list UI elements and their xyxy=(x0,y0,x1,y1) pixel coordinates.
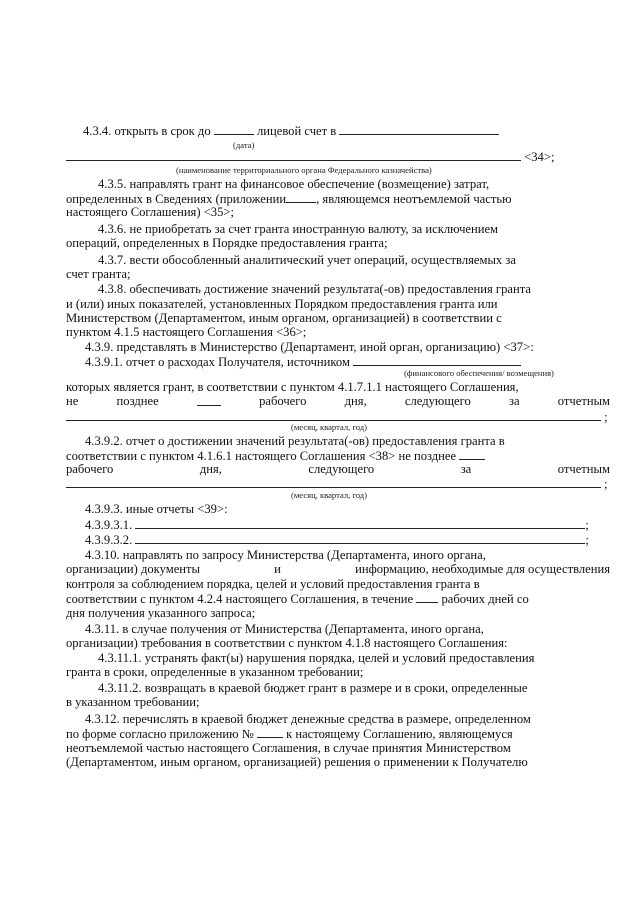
text-line: 4.3.6. не приобретать за счет гранта иностранную валюту, за исключением xyxy=(98,222,499,236)
text-line: дня получения указанного запроса; xyxy=(66,606,256,620)
text-line: гранта в сроки, определенные в указанном требовании; xyxy=(66,665,364,679)
text-fragment: информацию, необходимые для осуществления xyxy=(355,562,610,576)
text-fragment: соответствии с пунктом 4.1.6.1 настоящего Соглашения <38> не позднее xyxy=(66,449,457,463)
blank-line xyxy=(257,726,283,738)
text-fragment: ; xyxy=(604,410,608,424)
text-line: счет гранта; xyxy=(66,267,131,281)
text-fragment: за xyxy=(460,462,472,476)
text-line: 4.3.11. в случае получения от Министерства (Департамента, иного органа, xyxy=(85,622,484,636)
text-line: пунктом 4.1.5 настоящего Соглашения <36>; xyxy=(66,325,307,339)
text-line: 4.3.11.2. возвращать в краевой бюджет грант в размере и в сроки, определенные xyxy=(98,681,528,695)
text-line xyxy=(85,517,610,533)
text-line: 4.3.9. представлять в Министерство (Департамент, иной орган, организацию) <37>: xyxy=(85,340,534,354)
blank-line xyxy=(66,409,601,421)
text-line xyxy=(66,394,610,409)
text-line: контроля за соблюдением порядка, целей и условий предоставления гранта в xyxy=(66,577,480,591)
text-fragment: лицевой счет в xyxy=(256,124,337,138)
text-line xyxy=(83,123,610,139)
text-fragment: рабочего xyxy=(66,462,114,476)
text-fragment: дня, xyxy=(344,394,367,408)
text-line: 4.3.8. обеспечивать достижение значений результата(-ов) предоставления гранта xyxy=(98,282,531,296)
text-line xyxy=(66,726,610,742)
text-fragment: ; xyxy=(604,477,608,491)
text-fragment: дня, xyxy=(199,462,222,476)
text-line xyxy=(66,562,610,577)
text-fragment: 4.3.9.3.2. xyxy=(85,533,133,547)
text-line: и (или) иных показателей, установленных Порядком предоставления гранта или xyxy=(66,297,498,311)
text-line: настоящего Соглашения) <35>; xyxy=(66,205,234,219)
field-caption: (наименование территориального органа Федерального казначейства) xyxy=(176,165,432,175)
text-line: 4.3.12. перечислять в краевой бюджет денежные средства в размере, определенном xyxy=(85,712,531,726)
text-line: организации) требования в соответствии с пунктом 4.1.8 настоящего Соглашения: xyxy=(66,636,508,650)
blank-line xyxy=(459,448,485,460)
text-fragment: 4.3.4. открыть в срок до xyxy=(83,124,211,138)
blank-line xyxy=(416,591,438,603)
text-line xyxy=(66,591,610,607)
field-caption: (месяц, квартал, год) xyxy=(291,490,368,500)
text-fragment: и xyxy=(274,562,281,576)
text-line: 4.3.5. направлять грант на финансовое обеспечение (возмещение) затрат, xyxy=(98,177,490,191)
text-line: 4.3.9.3. иные отчеты <39>: xyxy=(85,502,228,516)
blank-line xyxy=(135,517,585,529)
text-fragment: <34>; xyxy=(524,150,555,164)
text-fragment: отчетным xyxy=(557,462,610,476)
text-fragment: 4.3.9.3.1. xyxy=(85,518,133,532)
text-fragment: соответствии с пунктом 4.2.4 настоящего Соглашения, в течение xyxy=(66,592,414,606)
blank-line xyxy=(339,123,499,135)
text-line: 4.3.11.1. устранять факт(ы) нарушения порядка, целей и условий предоставления xyxy=(98,651,535,665)
field-caption: (месяц, квартал, год) xyxy=(291,422,368,432)
text-fragment: рабочих дней со xyxy=(441,592,529,606)
text-fragment: следующего xyxy=(308,462,375,476)
blank-line xyxy=(353,354,521,366)
text-fragment: отчетным xyxy=(557,394,610,408)
text-line: 4.3.7. вести обособленный аналитический учет операций, осуществляемых за xyxy=(98,253,516,267)
text-line: в указанном требовании; xyxy=(66,695,200,709)
blank-line xyxy=(66,149,521,161)
text-line: которых является грант, в соответствии с пунктом 4.1.7.1.1 настоящего Соглашения, xyxy=(66,380,519,394)
text-fragment: ; xyxy=(585,533,589,547)
blank-line xyxy=(214,123,254,135)
text-fragment: рабочего xyxy=(259,394,307,408)
text-fragment: по форме согласно приложению № xyxy=(66,727,254,741)
text-line: 4.3.9.2. отчет о достижении значений результата(-ов) предоставления гранта в xyxy=(85,434,505,448)
text-line: 4.3.10. направлять по запросу Министерства (Департамента, иного органа, xyxy=(85,548,486,562)
text-fragment: за xyxy=(508,394,520,408)
text-line: операций, определенных в Порядке предоставления гранта; xyxy=(66,236,388,250)
text-fragment: не xyxy=(66,394,79,408)
text-fragment: , являющемся неотъемлемой частью xyxy=(316,192,512,206)
text-fragment: 4.3.9.1. отчет о расходах Получателя, источником xyxy=(85,355,350,369)
text-fragment: ; xyxy=(585,518,589,532)
text-fragment: к настоящему Соглашению, являющемуся xyxy=(286,727,513,741)
field-caption: (дата) xyxy=(233,140,255,150)
text-line xyxy=(85,532,610,548)
text-line xyxy=(66,462,610,477)
text-fragment: организации) документы xyxy=(66,562,200,576)
text-line: Министерством (Департаментом, иным органом, организацией) в соответствии с xyxy=(66,311,502,325)
blank-line xyxy=(197,394,221,406)
text-line: (Департаментом, иным органом, организацией) решения о применении к Получателю xyxy=(66,755,528,769)
text-line xyxy=(66,149,610,165)
text-fragment: определенных в Сведениях (приложении xyxy=(66,192,287,206)
text-fragment: следующего xyxy=(404,394,471,408)
text-fragment: позднее xyxy=(116,394,159,408)
blank-line xyxy=(66,476,601,488)
field-caption: (финансового обеспечения/ возмещения) xyxy=(404,368,554,378)
blank-line xyxy=(286,191,316,203)
blank-line xyxy=(135,532,585,544)
text-line: неотъемлемой частью настоящего Соглашения, в случае принятия Министерством xyxy=(66,741,511,755)
